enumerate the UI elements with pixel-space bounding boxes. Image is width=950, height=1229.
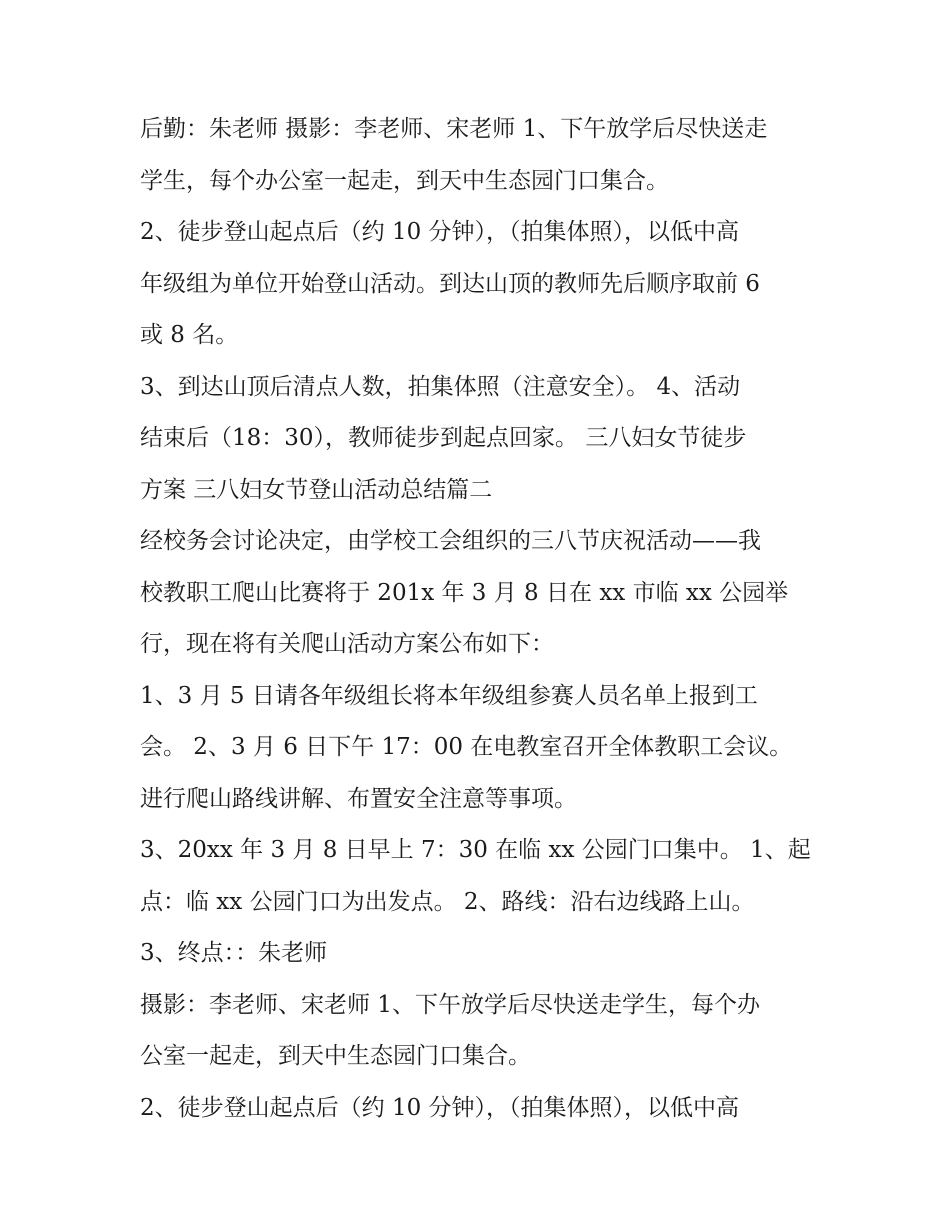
text-line: 结束后（18：30），教师徒步到起点回家。 三八妇女节徒步 [140,425,747,451]
text-line: 点：临 xx 公园门口为出发点。 2、路线：沿右边线路上山。 [140,888,755,915]
text-line: 年级组为单位开始登山活动。到达山顶的教师先后顺序取前 6 [140,270,760,297]
text-line: 2、徒步登山起点后（约 10 分钟），（拍集体照），以低中高 [140,1094,740,1121]
text-line: 3、到达山顶后清点人数，拍集体照（注意安全）。 4、活动 [140,373,741,400]
text-line: 3、20xx 年 3 月 8 日早上 7：30 在临 xx 公园门口集中。 1、起 [140,837,811,863]
text-line: 方案 三八妇女节登山活动总结篇二 [140,476,493,503]
text-line: 2、徒步登山起点后（约 10 分钟），（拍集体照），以低中高 [140,219,740,245]
text-line: 学生，每个办公室一起走，到天中生态园门口集合。 [140,167,669,194]
text-line: 会。 2、3 月 6 日下午 17：00 在电教室召开全体教职工会议。 [140,734,793,760]
document-body [140,104,820,1134]
text-line: 校教职工爬山比赛将于 201x 年 3 月 8 日在 xx 市临 xx 公园举 [140,579,789,606]
text-line: 进行爬山路线讲解、布置安全注意等事项。 [140,785,577,812]
text-line: 经校务会讨论决定，由学校工会组织的三八节庆祝活动——我 [140,528,761,554]
text-line: 摄影：李老师、宋老师 1、下午放学后尽快送走学生，每个办 [140,991,760,1018]
text-line: 或 8 名。 [140,322,239,348]
text-line: 后勤：朱老师 摄影：李老师、宋老师 1、下午放学后尽快送走 [140,116,768,142]
text-line: 公室一起走，到天中生态园门口集合。 [140,1043,531,1069]
text-line: 3、终点：：朱老师 [140,940,328,966]
text-line: 1、3 月 5 日请各年级组长将本年级组参赛人员名单上报到工 [140,682,758,709]
text-line: 行，现在将有关爬山活动方案公布如下： [140,631,554,657]
